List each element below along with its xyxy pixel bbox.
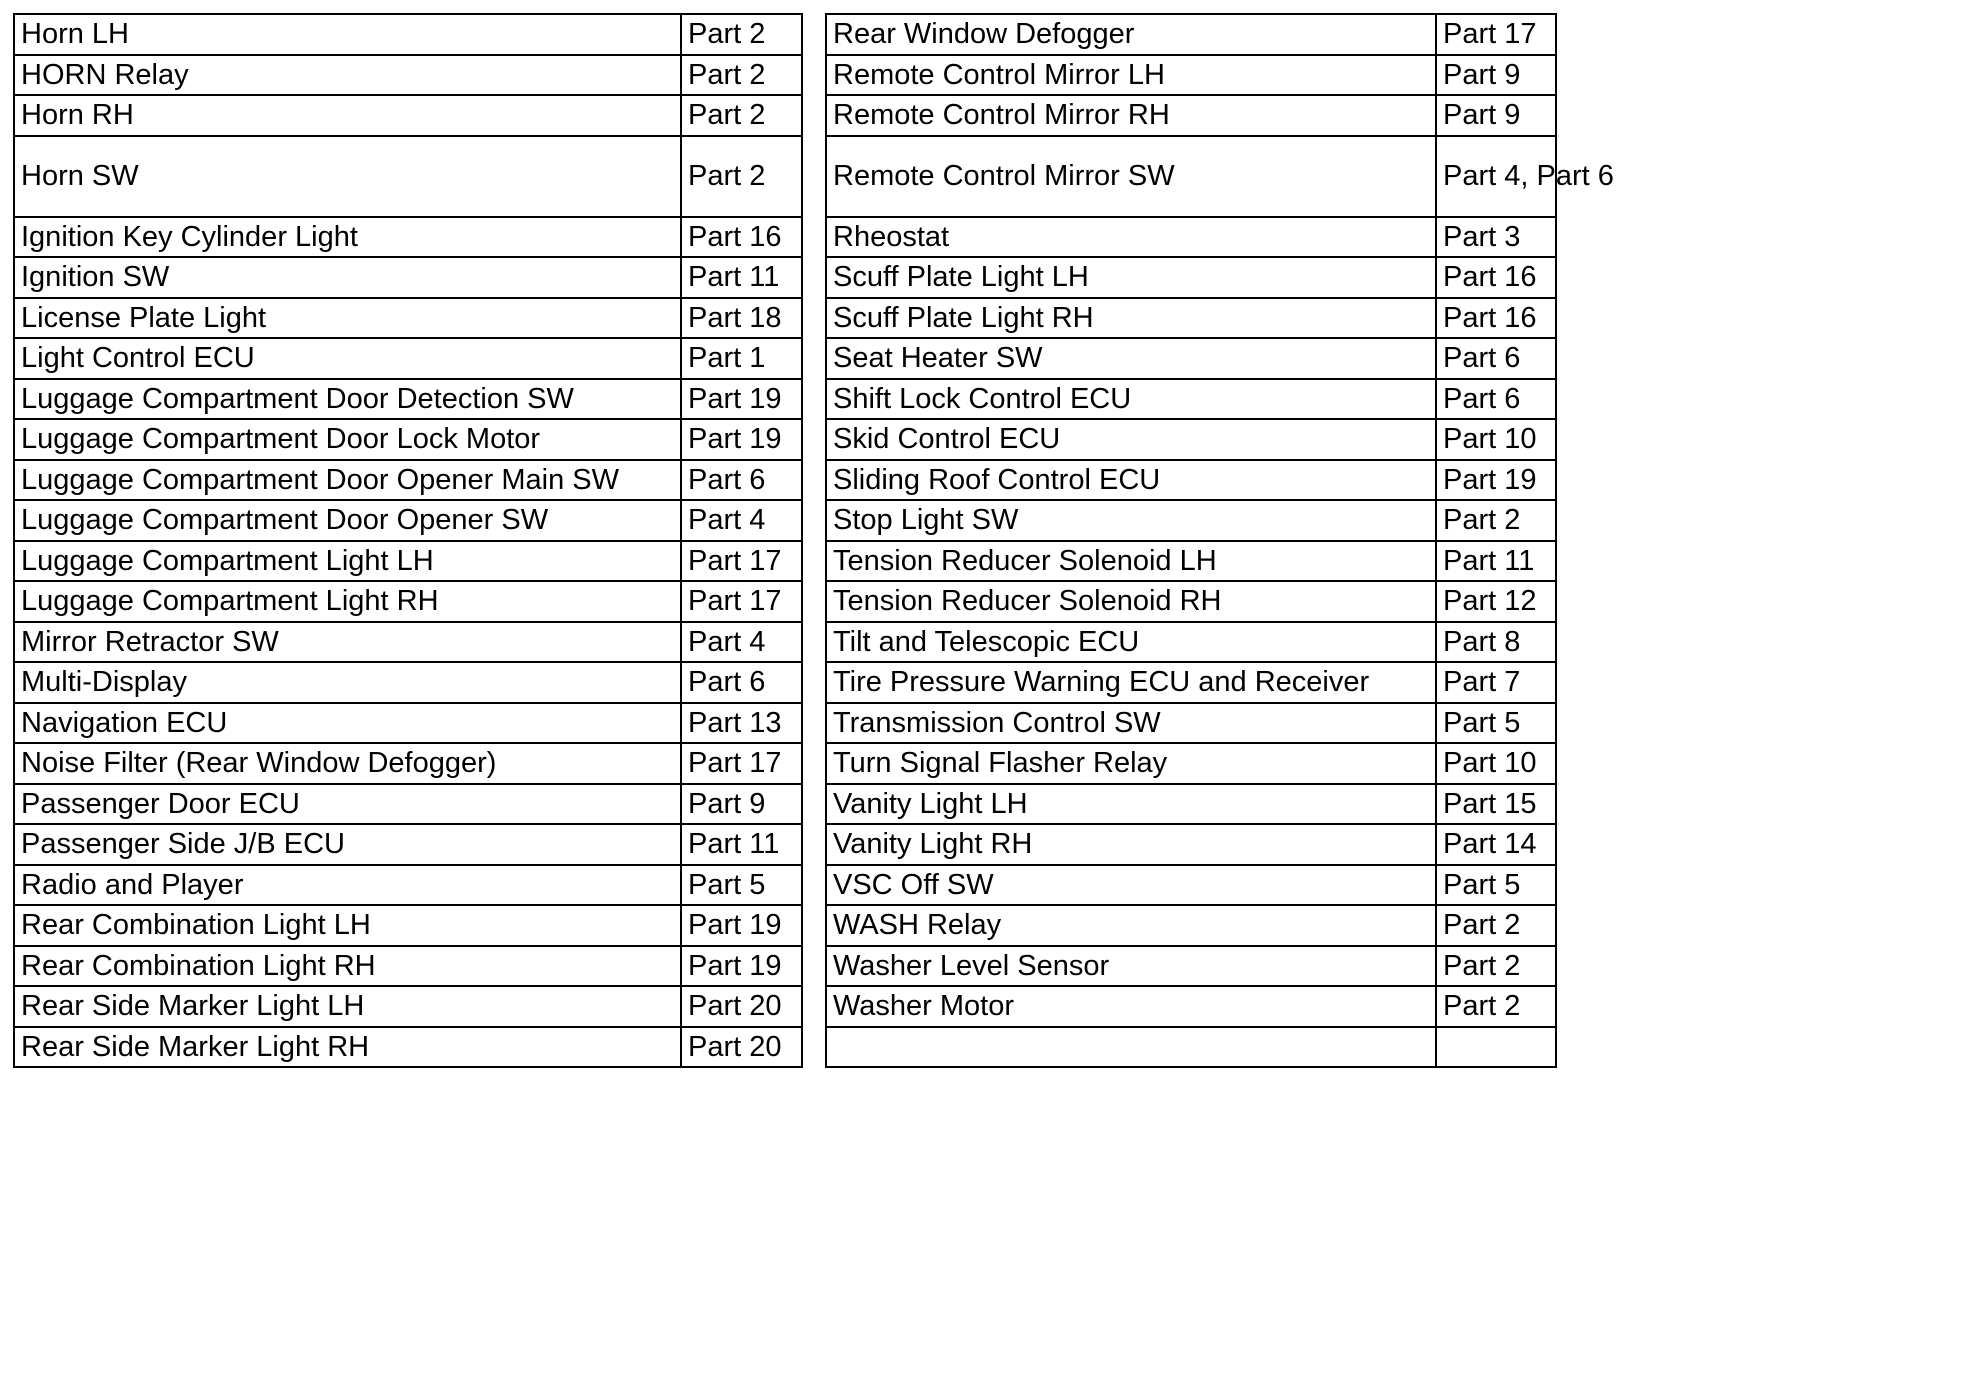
table-row bbox=[14, 905, 802, 946]
table-row bbox=[826, 662, 1556, 703]
part-reference-cell: Part 2 bbox=[681, 95, 802, 136]
component-name-cell: License Plate Light bbox=[14, 298, 681, 339]
component-name-cell: Scuff Plate Light LH bbox=[826, 257, 1436, 298]
part-reference-cell: Part 2 bbox=[1436, 986, 1556, 1027]
table-row bbox=[826, 217, 1556, 258]
table-row bbox=[14, 379, 802, 420]
part-reference-cell: Part 10 bbox=[1436, 743, 1556, 784]
table-row bbox=[826, 419, 1556, 460]
table-row bbox=[14, 986, 802, 1027]
table-row bbox=[826, 136, 1556, 217]
table-row bbox=[14, 784, 802, 825]
table-row bbox=[14, 55, 802, 96]
table-row bbox=[826, 460, 1556, 501]
table-row bbox=[826, 946, 1556, 987]
component-name-cell: Washer Motor bbox=[826, 986, 1436, 1027]
table-row bbox=[826, 379, 1556, 420]
component-name-cell: Stop Light SW bbox=[826, 500, 1436, 541]
part-reference-cell: Part 13 bbox=[681, 703, 802, 744]
component-name-cell: Scuff Plate Light RH bbox=[826, 298, 1436, 339]
table-row bbox=[826, 865, 1556, 906]
component-name-cell: Tension Reducer Solenoid RH bbox=[826, 581, 1436, 622]
table-row bbox=[826, 257, 1556, 298]
component-name-cell: Luggage Compartment Door Opener SW bbox=[14, 500, 681, 541]
component-name-cell: Turn Signal Flasher Relay bbox=[826, 743, 1436, 784]
left-index-body bbox=[14, 14, 802, 1067]
component-name-cell: Luggage Compartment Door Detection SW bbox=[14, 379, 681, 420]
table-row bbox=[826, 14, 1556, 55]
part-reference-cell: Part 6 bbox=[1436, 379, 1556, 420]
part-reference-cell: Part 6 bbox=[681, 460, 802, 501]
table-row bbox=[826, 541, 1556, 582]
table-row bbox=[14, 662, 802, 703]
component-name-cell: Horn LH bbox=[14, 14, 681, 55]
table-row bbox=[826, 581, 1556, 622]
component-name-cell: Rear Side Marker Light LH bbox=[14, 986, 681, 1027]
table-row bbox=[14, 419, 802, 460]
component-name-cell: Luggage Compartment Door Opener Main SW bbox=[14, 460, 681, 501]
part-reference-cell: Part 2 bbox=[681, 55, 802, 96]
table-row bbox=[14, 946, 802, 987]
component-name-cell: HORN Relay bbox=[14, 55, 681, 96]
part-reference-cell: Part 5 bbox=[681, 865, 802, 906]
table-row bbox=[14, 622, 802, 663]
table-row bbox=[14, 865, 802, 906]
part-reference-cell: Part 19 bbox=[681, 905, 802, 946]
table-row bbox=[14, 1027, 802, 1068]
table-row bbox=[14, 460, 802, 501]
part-reference-cell: Part 9 bbox=[1436, 95, 1556, 136]
right-index-body bbox=[826, 14, 1614, 1067]
part-reference-cell: Part 20 bbox=[681, 986, 802, 1027]
component-name-cell: Luggage Compartment Door Lock Motor bbox=[14, 419, 681, 460]
component-name-cell: Rear Side Marker Light RH bbox=[14, 1027, 681, 1068]
component-name-cell: Seat Heater SW bbox=[826, 338, 1436, 379]
part-reference-cell: Part 19 bbox=[681, 946, 802, 987]
component-name-cell: Noise Filter (Rear Window Defogger) bbox=[14, 743, 681, 784]
component-name-cell: Multi-Display bbox=[14, 662, 681, 703]
table-row bbox=[14, 217, 802, 258]
component-name-cell: Shift Lock Control ECU bbox=[826, 379, 1436, 420]
left-index-table bbox=[13, 13, 803, 1068]
part-reference-cell: Part 4, Part 6 bbox=[1436, 136, 1556, 217]
part-reference-cell: Part 16 bbox=[681, 217, 802, 258]
part-reference-cell: Part 3 bbox=[1436, 217, 1556, 258]
part-reference-cell: Part 12 bbox=[1436, 581, 1556, 622]
part-reference-cell bbox=[1436, 1027, 1556, 1068]
component-name-cell: Vanity Light LH bbox=[826, 784, 1436, 825]
component-name-cell: VSC Off SW bbox=[826, 865, 1436, 906]
part-reference-cell: Part 18 bbox=[681, 298, 802, 339]
part-reference-cell: Part 11 bbox=[681, 257, 802, 298]
table-row bbox=[14, 703, 802, 744]
part-reference-cell: Part 8 bbox=[1436, 622, 1556, 663]
part-reference-cell: Part 5 bbox=[1436, 865, 1556, 906]
part-reference-cell: Part 17 bbox=[681, 541, 802, 582]
part-reference-cell: Part 2 bbox=[681, 136, 802, 217]
part-reference-cell: Part 9 bbox=[1436, 55, 1556, 96]
component-name-cell: Passenger Door ECU bbox=[14, 784, 681, 825]
table-row bbox=[826, 500, 1556, 541]
component-name-cell: Rear Combination Light LH bbox=[14, 905, 681, 946]
part-reference-cell: Part 9 bbox=[681, 784, 802, 825]
table-row bbox=[14, 338, 802, 379]
table-row bbox=[14, 500, 802, 541]
part-reference-cell: Part 19 bbox=[681, 379, 802, 420]
table-row bbox=[826, 95, 1556, 136]
part-reference-cell: Part 2 bbox=[1436, 946, 1556, 987]
component-name-cell: Rear Combination Light RH bbox=[14, 946, 681, 987]
component-name-cell: Vanity Light RH bbox=[826, 824, 1436, 865]
table-row bbox=[14, 257, 802, 298]
table-row bbox=[14, 14, 802, 55]
table-row bbox=[14, 298, 802, 339]
part-reference-cell: Part 17 bbox=[681, 743, 802, 784]
part-reference-cell: Part 19 bbox=[1436, 460, 1556, 501]
table-row bbox=[826, 338, 1556, 379]
table-row bbox=[826, 824, 1556, 865]
component-name-cell: Tension Reducer Solenoid LH bbox=[826, 541, 1436, 582]
component-name-cell: Luggage Compartment Light RH bbox=[14, 581, 681, 622]
component-name-cell: Tire Pressure Warning ECU and Receiver bbox=[826, 662, 1436, 703]
part-reference-cell: Part 5 bbox=[1436, 703, 1556, 744]
component-name-cell: Light Control ECU bbox=[14, 338, 681, 379]
part-reference-cell: Part 10 bbox=[1436, 419, 1556, 460]
part-reference-cell: Part 2 bbox=[1436, 905, 1556, 946]
part-reference-cell: Part 17 bbox=[681, 581, 802, 622]
table-row bbox=[826, 1027, 1556, 1068]
component-name-cell: Rheostat bbox=[826, 217, 1436, 258]
part-reference-cell: Part 6 bbox=[1436, 338, 1556, 379]
component-name-cell: Transmission Control SW bbox=[826, 703, 1436, 744]
table-row bbox=[826, 622, 1556, 663]
component-name-cell: Skid Control ECU bbox=[826, 419, 1436, 460]
table-row bbox=[826, 905, 1556, 946]
component-name-cell: WASH Relay bbox=[826, 905, 1436, 946]
table-row bbox=[14, 541, 802, 582]
table-row bbox=[826, 784, 1556, 825]
component-name-cell: Luggage Compartment Light LH bbox=[14, 541, 681, 582]
right-index-table bbox=[825, 13, 1614, 1068]
component-name-cell: Remote Control Mirror LH bbox=[826, 55, 1436, 96]
table-row bbox=[826, 986, 1556, 1027]
part-reference-cell: Part 4 bbox=[681, 622, 802, 663]
component-name-cell: Ignition SW bbox=[14, 257, 681, 298]
part-reference-cell: Part 2 bbox=[681, 14, 802, 55]
part-reference-cell: Part 11 bbox=[681, 824, 802, 865]
part-reference-cell: Part 17 bbox=[1436, 14, 1556, 55]
part-reference-cell: Part 6 bbox=[681, 662, 802, 703]
component-name-cell: Horn RH bbox=[14, 95, 681, 136]
table-row bbox=[826, 743, 1556, 784]
part-reference-cell: Part 14 bbox=[1436, 824, 1556, 865]
component-name-cell: Mirror Retractor SW bbox=[14, 622, 681, 663]
component-name-cell: Passenger Side J/B ECU bbox=[14, 824, 681, 865]
component-name-cell bbox=[826, 1027, 1436, 1068]
table-row bbox=[826, 55, 1556, 96]
table-row bbox=[14, 581, 802, 622]
component-name-cell: Radio and Player bbox=[14, 865, 681, 906]
part-reference-cell: Part 15 bbox=[1436, 784, 1556, 825]
table-row bbox=[14, 743, 802, 784]
component-name-cell: Horn SW bbox=[14, 136, 681, 217]
component-name-cell: Washer Level Sensor bbox=[826, 946, 1436, 987]
part-reference-cell: Part 1 bbox=[681, 338, 802, 379]
part-reference-cell: Part 20 bbox=[681, 1027, 802, 1068]
part-reference-cell: Part 4 bbox=[681, 500, 802, 541]
component-name-cell: Navigation ECU bbox=[14, 703, 681, 744]
table-row bbox=[14, 136, 802, 217]
table-row bbox=[826, 703, 1556, 744]
component-name-cell: Tilt and Telescopic ECU bbox=[826, 622, 1436, 663]
table-row bbox=[14, 95, 802, 136]
component-name-cell: Remote Control Mirror RH bbox=[826, 95, 1436, 136]
part-reference-cell: Part 19 bbox=[681, 419, 802, 460]
component-name-cell: Ignition Key Cylinder Light bbox=[14, 217, 681, 258]
part-reference-cell: Part 2 bbox=[1436, 500, 1556, 541]
component-name-cell: Remote Control Mirror SW bbox=[826, 136, 1436, 217]
component-name-cell: Rear Window Defogger bbox=[826, 14, 1436, 55]
component-name-cell: Sliding Roof Control ECU bbox=[826, 460, 1436, 501]
part-reference-cell: Part 7 bbox=[1436, 662, 1556, 703]
table-row bbox=[14, 824, 802, 865]
part-reference-cell: Part 16 bbox=[1436, 257, 1556, 298]
part-reference-cell: Part 11 bbox=[1436, 541, 1556, 582]
table-row bbox=[826, 298, 1556, 339]
part-reference-cell: Part 16 bbox=[1436, 298, 1556, 339]
